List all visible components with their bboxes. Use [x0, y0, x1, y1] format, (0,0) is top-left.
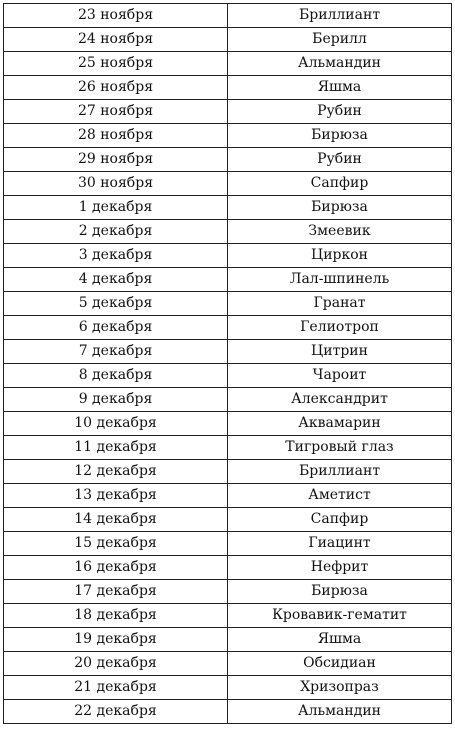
- table-row: [4, 604, 452, 628]
- stone-cell: Бриллиант: [228, 460, 452, 484]
- date-cell: 2 декабря: [4, 220, 228, 244]
- date-cell: 19 декабря: [4, 628, 228, 652]
- date-cell: 5 декабря: [4, 292, 228, 316]
- table-row: [4, 628, 452, 652]
- date-cell: 25 ноября: [4, 52, 228, 76]
- table-row: [4, 316, 452, 340]
- date-cell: 20 декабря: [4, 652, 228, 676]
- date-cell: 21 декабря: [4, 676, 228, 700]
- date-cell: 15 декабря: [4, 532, 228, 556]
- stone-cell: Циркон: [228, 244, 452, 268]
- stone-cell: Змеевик: [228, 220, 452, 244]
- table-row: [4, 460, 452, 484]
- stone-cell: Обсидиан: [228, 652, 452, 676]
- stone-cell: Александрит: [228, 388, 452, 412]
- date-cell: 22 декабря: [4, 700, 228, 724]
- stone-cell: Цитрин: [228, 340, 452, 364]
- table-row: [4, 340, 452, 364]
- stone-cell: Лал-шпинель: [228, 268, 452, 292]
- table-row: [4, 676, 452, 700]
- date-cell: 30 ноября: [4, 172, 228, 196]
- date-cell: 4 декабря: [4, 268, 228, 292]
- stone-cell: Яшма: [228, 76, 452, 100]
- stone-cell: Бриллиант: [228, 4, 452, 28]
- stone-cell: Аметист: [228, 484, 452, 508]
- stone-cell: Бирюза: [228, 580, 452, 604]
- date-cell: 27 ноября: [4, 100, 228, 124]
- date-cell: 23 ноября: [4, 4, 228, 28]
- table-row: [4, 652, 452, 676]
- table-row: [4, 580, 452, 604]
- stone-cell: Чароит: [228, 364, 452, 388]
- table-row: [4, 196, 452, 220]
- stone-cell: Рубин: [228, 148, 452, 172]
- table-row: [4, 148, 452, 172]
- stone-cell: Гранат: [228, 292, 452, 316]
- table-row: [4, 484, 452, 508]
- table-row: [4, 52, 452, 76]
- date-cell: 17 декабря: [4, 580, 228, 604]
- table-row: [4, 700, 452, 724]
- date-cell: 13 декабря: [4, 484, 228, 508]
- stone-cell: Яшма: [228, 628, 452, 652]
- date-cell: 9 декабря: [4, 388, 228, 412]
- date-cell: 29 ноября: [4, 148, 228, 172]
- stone-cell: Рубин: [228, 100, 452, 124]
- table-row: [4, 364, 452, 388]
- date-cell: 28 ноября: [4, 124, 228, 148]
- date-cell: 12 декабря: [4, 460, 228, 484]
- stone-cell: Альмандин: [228, 700, 452, 724]
- table-row: [4, 292, 452, 316]
- date-cell: 11 декабря: [4, 436, 228, 460]
- date-cell: 24 ноября: [4, 28, 228, 52]
- table-row: [4, 556, 452, 580]
- date-cell: 6 декабря: [4, 316, 228, 340]
- stone-cell: Нефрит: [228, 556, 452, 580]
- table-row: [4, 28, 452, 52]
- table-row: [4, 508, 452, 532]
- date-cell: 8 декабря: [4, 364, 228, 388]
- table-row: [4, 100, 452, 124]
- date-cell: 16 декабря: [4, 556, 228, 580]
- stone-cell: Гиацинт: [228, 532, 452, 556]
- table-row: [4, 124, 452, 148]
- stone-cell: Тигровый глаз: [228, 436, 452, 460]
- table-row: [4, 4, 452, 28]
- stone-cell: Берилл: [228, 28, 452, 52]
- date-cell: 14 декабря: [4, 508, 228, 532]
- stone-cell: Гелиотроп: [228, 316, 452, 340]
- table-row: [4, 412, 452, 436]
- stone-cell: Бирюза: [228, 196, 452, 220]
- stone-cell: Аквамарин: [228, 412, 452, 436]
- date-cell: 26 ноября: [4, 76, 228, 100]
- table-row: [4, 532, 452, 556]
- table-row: [4, 76, 452, 100]
- date-cell: 3 декабря: [4, 244, 228, 268]
- table-row: [4, 268, 452, 292]
- stone-cell: Сапфир: [228, 172, 452, 196]
- stone-cell: Хризопраз: [228, 676, 452, 700]
- table-row: [4, 244, 452, 268]
- date-cell: 1 декабря: [4, 196, 228, 220]
- stone-cell: Альмандин: [228, 52, 452, 76]
- date-cell: 7 декабря: [4, 340, 228, 364]
- table-body: [4, 4, 452, 724]
- stone-cell: Бирюза: [228, 124, 452, 148]
- table-row: [4, 436, 452, 460]
- stone-cell: Кровавик-гематит: [228, 604, 452, 628]
- birthstone-table: [3, 3, 452, 724]
- table-row: [4, 388, 452, 412]
- date-cell: 18 декабря: [4, 604, 228, 628]
- table-row: [4, 220, 452, 244]
- table-row: [4, 172, 452, 196]
- date-cell: 10 декабря: [4, 412, 228, 436]
- stone-cell: Сапфир: [228, 508, 452, 532]
